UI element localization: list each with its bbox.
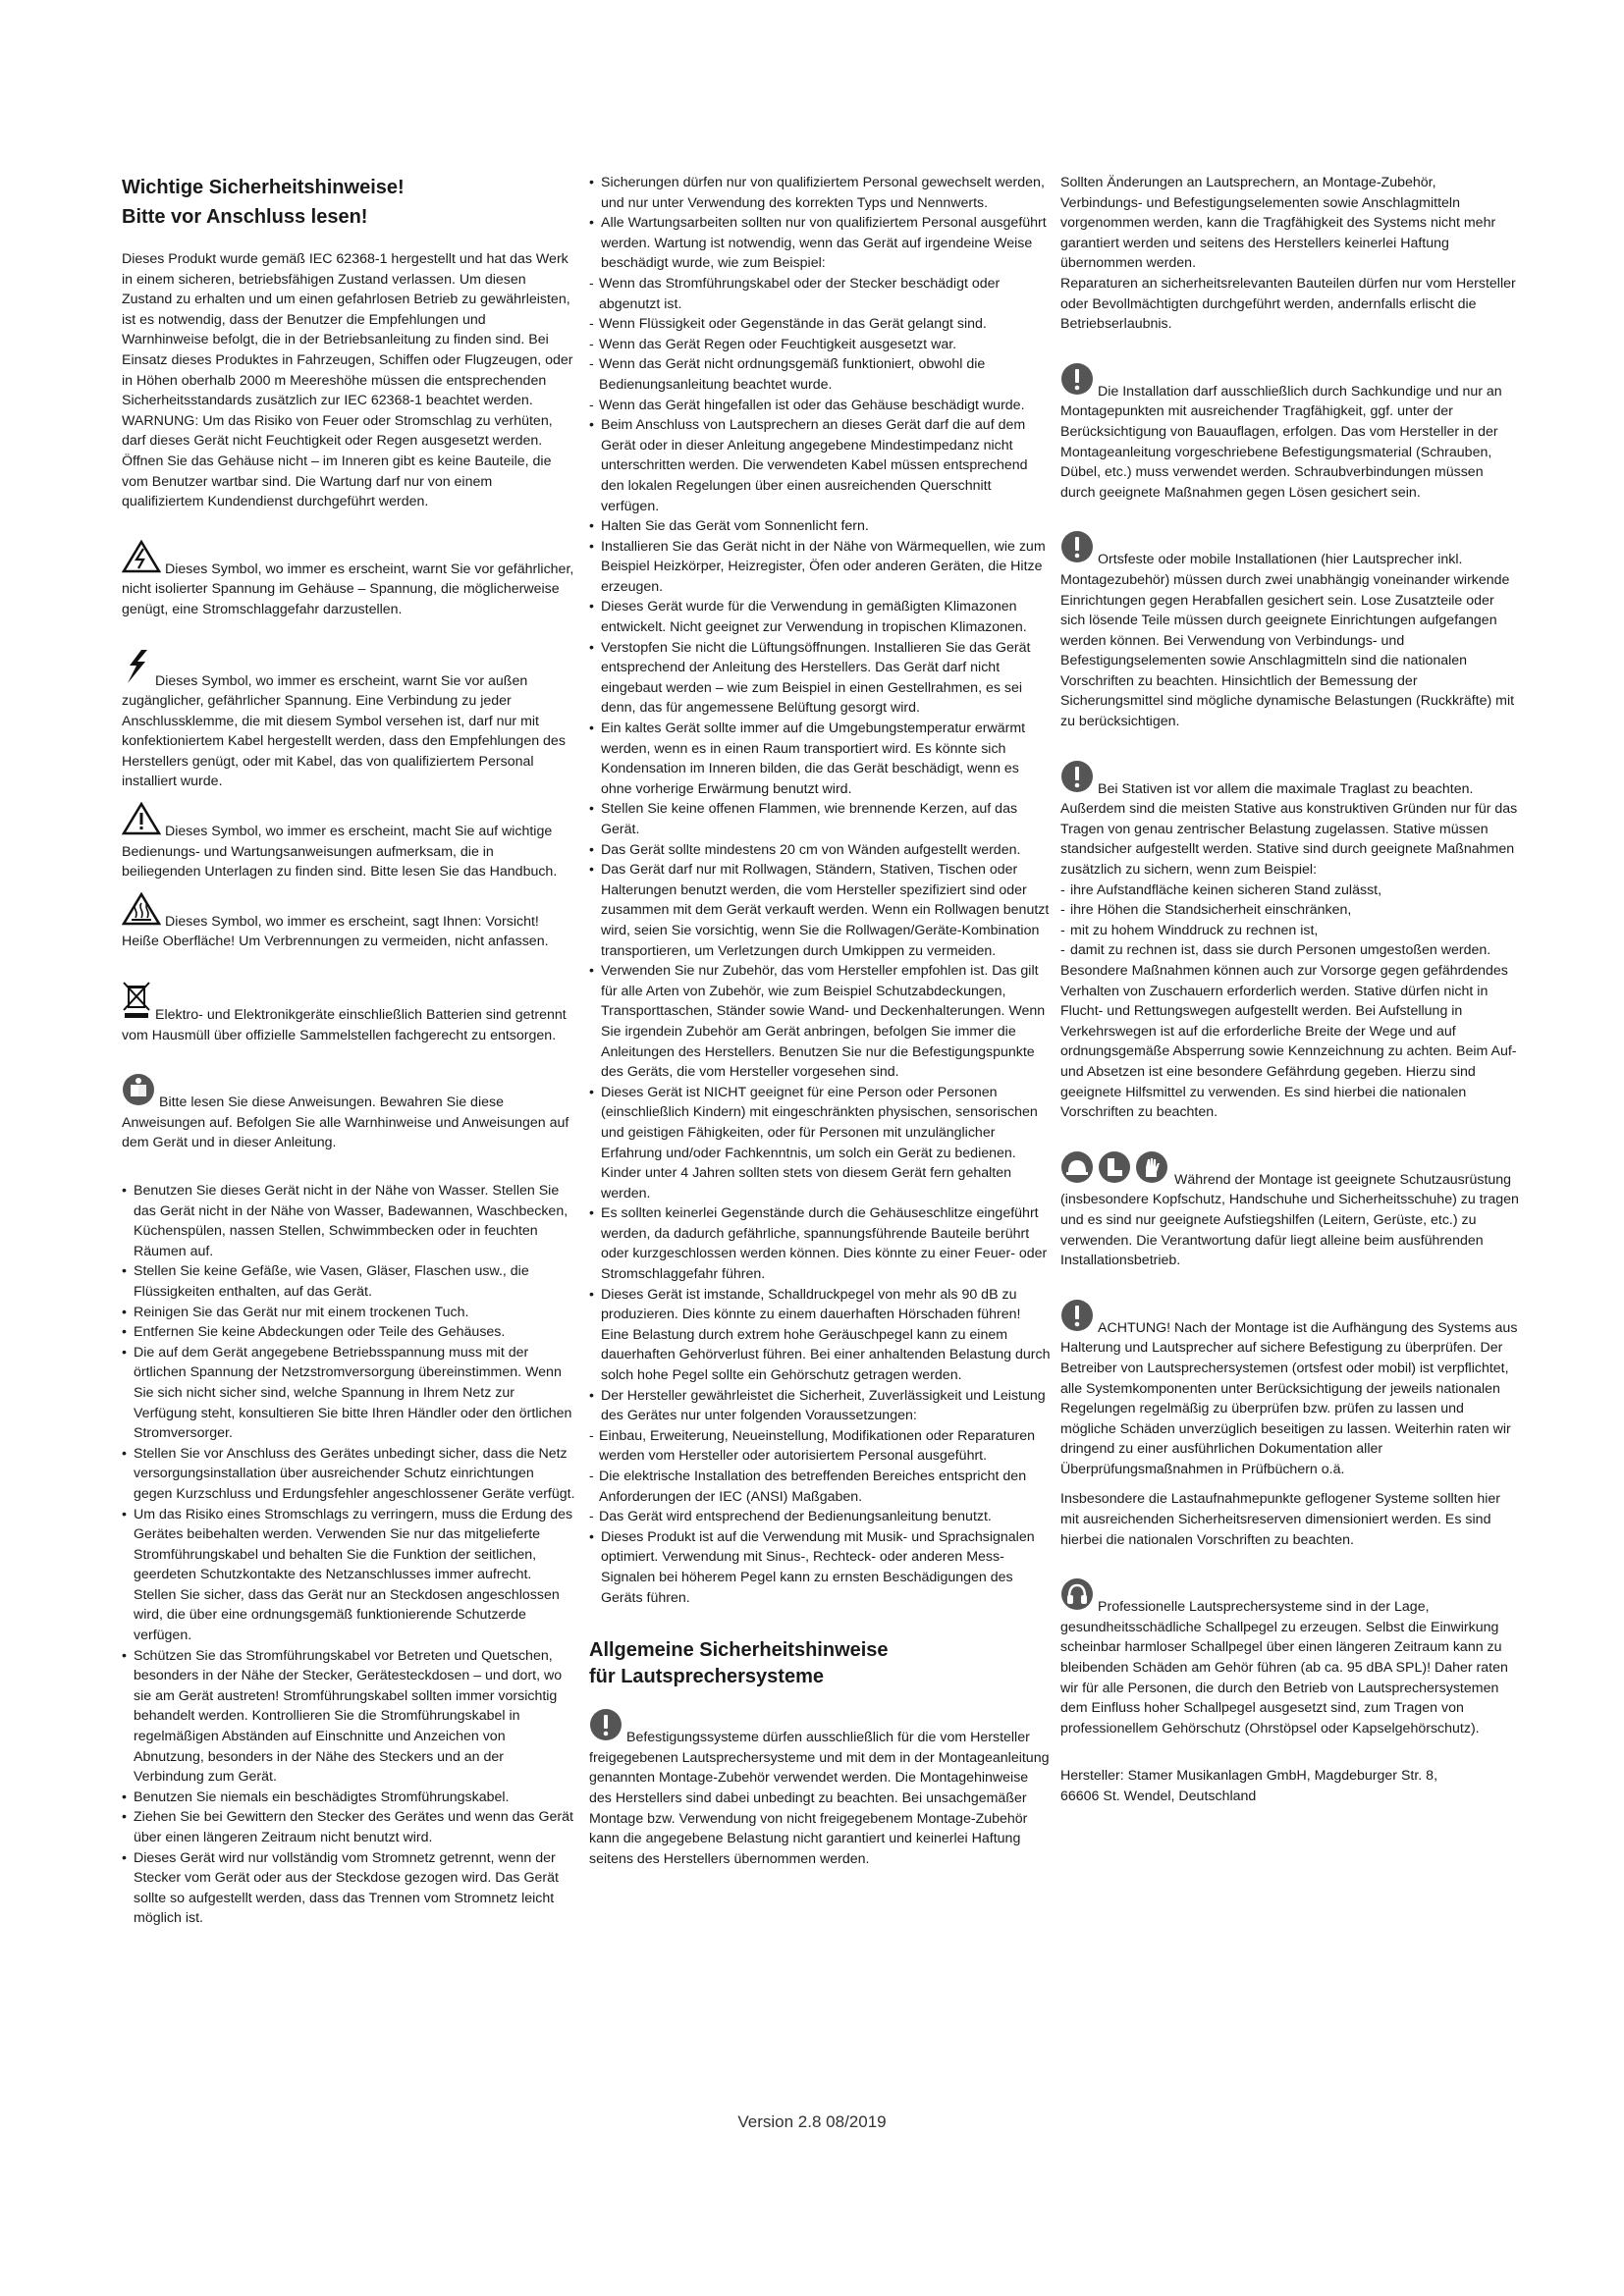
- list-item: • Um das Risiko eines Stromschlags zu verringern, muss die Erdung des Gerätes beibehalten werden. Verwenden Sie nur das mitgelieferte Stromführungskabel und behalten Sie die Funktion der seitlichen, geerdeten Schutzkontakte des Netzanschlusses immer aufrecht. Stellen Sie sicher, dass das Gerät nur an Steckdosen angeschlossen wird, die über eine ordnungsgemäß funktionierende Schutzerde verfügen.: [122, 1505, 575, 1646]
- list-item: • Dieses Gerät ist NICHT geeignet für eine Person oder Personen (einschließlich Kindern) mit eingeschränkten physischen, sensorischen und geistigen Fähigkeiten, oder für Personen mit unzulänglicher Erfahrung und/oder Fachkenntnis, um solch ein Gerät zu bedienen. Kinder unter 4 Jahren sollten stets von diesem Gerät fern gehalten werden.: [589, 1083, 1051, 1204]
- load-points-paragraph: Insbesondere die Lastaufnahmepunkte geflogener Systeme sollten hier mit ausreichenden Sicherheitsreserven dimensioniert werden. Es sind hierbei die nationalen Vorschriften zu beachten.: [1060, 1491, 1500, 1548]
- symbol-bolt-paragraph: Dieses Symbol, wo immer es erscheint, warnt Sie vor außen zugänglicher, gefährlicher Spannung. Eine Verbindung zu jeder Anschlussklemme, die mit diesem Symbol versehen ist, darf nur mit konfektioniertem Kabel hergestellt werden, dass den Empfehlungen des Herstellers genügt, oder mit Kabel, das von qualifiziertem Personal installiert wurde.: [122, 648, 575, 793]
- list-item: • Verstopfen Sie nicht die Lüftungsöffnungen. Installieren Sie das Gerät entsprechend der Anleitung des Herstellers. Das Gerät darf nicht eingebaut werden – wie zum Beispiel in einen Gestellrahmen, es sei denn, das für angemessene Belüftung gesorgt wird.: [589, 638, 1051, 719]
- manufacturer-address: Hersteller: Stamer Musikanlagen GmbH, Magdeburger Str. 8, 66606 St. Wendel, Deutschland: [1060, 1768, 1438, 1804]
- page-title: Wichtige Sicherheitshinweise! Bitte vor Anschluss lesen!: [122, 177, 405, 228]
- list-item: • Dieses Produkt ist auf die Verwendung mit Musik- und Sprachsignalen optimiert. Verwendung mit Sinus-, Rechteck- oder anderen Mess-Signalen bei höherem Pegel kann zu ernsten Beschädigungen des Geräts führen.: [589, 1527, 1051, 1608]
- service-bullet-list: [589, 173, 1051, 1608]
- list-item: • Der Hersteller gewährleistet die Sicherheit, Zuverlässigkeit und Leistung des Gerätes nur unter folgenden Voraussetzungen:: [589, 1386, 1051, 1426]
- exclamation-warning-icon: [122, 802, 161, 842]
- list-item: • Beim Anschluss von Lautsprechern an dieses Gerät darf die auf dem Gerät oder in dieser Anleitung angegebene Mindestimpedanz nicht unterschritten werden. Die verwendeten Kabel müssen entsprechend den lokalen Regelungen über einen ausreichenden Querschnitt verfügen.: [589, 415, 1051, 516]
- exclamation-circle-icon: [1060, 760, 1094, 800]
- list-item: • Ein kaltes Gerät sollte immer auf die Umgebungstemperatur erwärmt werden, wenn es in einen Raum transportiert wird. Es könnte sich Kondensation im Inneren bilden, die das Gerät beschädigt, wenn es ohne vorherige Erwärmung benutzt wird.: [589, 719, 1051, 799]
- symbol-weee-paragraph: Elektro- und Elektronikgeräte einschließlich Batterien sind getrennt vom Hausmüll über offizielle Sammelstellen fachgerecht zu entsorgen.: [122, 980, 575, 1045]
- list-item: • Stellen Sie keine Gefäße, wie Vasen, Gläser, Flaschen usw., die Flüssigkeiten enthalten, auf das Gerät.: [122, 1261, 575, 1302]
- list-item: - ihre Aufstandfläche keinen sicheren Stand zulässt,: [1060, 881, 1522, 901]
- high-voltage-warning-icon: [122, 540, 161, 580]
- helmet-icon: [1060, 1150, 1094, 1191]
- symbol-voltage-paragraph: Dieses Symbol, wo immer es erscheint, warnt Sie vor gefährlicher, nicht isolierter Spannung im Gehäuse – Spannung, die möglicherweise genügt, eine Stromschlaggefahr darzustellen.: [122, 540, 575, 620]
- stands-measures-paragraph: Besondere Maßnahmen können auch zur Vorsorge gegen gefährdendes Verhalten von Zuschauern erforderlich werden. Stative dürfen nicht in Flucht- und Rettungswegen aufgestellt werden. Bei Aufstellung in Verkehrswegen ist auf die erforderliche Breite der Wege und auf ordnungsgemäße Absperrung sowie Kennzeichnung zu achten. Beim Auf- und Absetzen ist eine besondere Gefährdung gegeben. Hierzu sind geeignete Hilfsmittel zu verwenden. Es sind hierbei die nationalen Vorschriften zu beachten.: [1060, 963, 1517, 1121]
- list-item: • Entfernen Sie keine Abdeckungen oder Teile des Gehäuses.: [122, 1322, 575, 1343]
- mounting-paragraph: Befestigungssysteme dürfen ausschließlich für die vom Hersteller freigegebenen Lautsprechersysteme und mit dem in der Montageanleitung genannten Montage-Zubehör verwendet werden. Die Montagehinweise des Herstellers sind dabei unbedingt zu beachten. Bei unsachgemäßer Montage bzw. Verwendung von nicht freigegebenem Montage-Zubehör kann die angegebene Belastung nicht garantiert und keinerlei Haftung seitens des Herstellers übernommen werden.: [589, 1708, 1051, 1869]
- stands-paragraph: Bei Stativen ist vor allem die maximale Traglast zu beachten. Außerdem sind die meisten Stative aus konstruktiven Gründen nur für das Tragen von genau zentrischer Belastung zugelassen. Stative müssen standsicher aufgestellt werden. Stative sind durch geeignete Maßnahmen zusätzlich zu sichern, wenn zum Beispiel:: [1060, 760, 1522, 881]
- list-item: • Dieses Gerät wurde für die Verwendung in gemäßigten Klimazonen entwickelt. Nicht geeignet zur Verwendung in tropischen Klimazonen.: [589, 597, 1051, 637]
- column-left: [122, 173, 575, 1929]
- stands-conditions-list: [1060, 881, 1522, 961]
- list-item: - damit zu rechnen ist, dass sie durch Personen umgestoßen werden.: [1060, 940, 1522, 961]
- exclamation-circle-icon: [1060, 362, 1094, 402]
- hot-surface-icon: [122, 892, 161, 933]
- read-manual-icon: [122, 1073, 155, 1113]
- protective-equipment-paragraph: Während der Montage ist geeignete Schutzausrüstung (insbesondere Kopfschutz, Handschuhe und Sicherheitsschuhe) zu tragen und es sind nur geeignete Aufstiegshilfen (Leitern, Gerüste, etc.) zu verwenden. Die Verantwortung dafür liegt alleine beim ausführenden Installationsbetrieb.: [1060, 1150, 1522, 1271]
- list-item: • Dieses Gerät ist imstande, Schalldruckpegel von mehr als 90 dB zu produzieren. Dies könnte zu einem dauerhaften Hörschaden führen! Eine Belastung durch extrem hohe Geräuschpegel kann zu einem dauerhaften Gehörverlust führen. Bei einer anhaltenden Belastung durch solch hohe Pegel sollte ein Gehörschutz getragen werden.: [589, 1285, 1051, 1386]
- section-heading-speakers: Allgemeine Sicherheitshinweise für Lautsprechersysteme: [589, 1639, 889, 1688]
- symbol-read-manual-paragraph: Bitte lesen Sie diese Anweisungen. Bewahren Sie diese Anweisungen auf. Befolgen Sie alle Warnhinweise und Anweisungen auf dem Gerät und in dieser Anleitung.: [122, 1073, 575, 1153]
- installation-paragraph: Die Installation darf ausschließlich durch Sachkundige und nur an Montagepunkten mit ausreichender Tragfähigkeit, ggf. unter der Berücksichtigung von Bauauflagen, erfolgen. Das vom Hersteller in der Montageanleitung vorgeschriebene Befestigungsmaterial (Schrauben, Dübel, etc.) muss verwendet werden. Schraubverbindungen müssen durch geeignete Maßnahmen gegen Lösen gesichert sein.: [1060, 362, 1522, 504]
- list-item: • Benutzen Sie dieses Gerät nicht in der Nähe von Wasser. Stellen Sie das Gerät nicht in der Nähe von Wasser, Badewannen, Waschbecken, Küchenspülen, nassen Stellen, Schwimmbecken oder in feuchten Räumen auf.: [122, 1181, 575, 1261]
- symbol-attention-paragraph: Dieses Symbol, wo immer es erscheint, macht Sie auf wichtige Bedienungs- und Wartungsanweisungen aufmerksam, die in beiliegenden Unterlagen zu finden sind. Bitte lesen Sie das Handbuch.: [122, 802, 575, 882]
- list-item: • Das Gerät darf nur mit Rollwagen, Ständern, Stativen, Tischen oder Halterungen benutzt werden, die vom Hersteller spezifiziert sind oder zusammen mit dem Gerät verkauft werden. Wenn ein Rollwagen benutzt wird, seien Sie vorsichtig, wenn Sie die Rollwagen/Geräte-Kombination transportieren, um Verletzungen durch Umkippen zu vermeiden.: [589, 860, 1051, 961]
- symbol-hot-surface-paragraph: Dieses Symbol, wo immer es erscheint, sagt Ihnen: Vorsicht! Heiße Oberfläche! Um Verbrennungen zu vermeiden, nicht anfassen.: [122, 892, 575, 952]
- list-item: - Wenn das Gerät hingefallen ist oder das Gehäuse beschädigt wurde.: [589, 396, 1051, 416]
- list-item: • Ziehen Sie bei Gewittern den Stecker des Gerätes und wenn das Gerät über einen längeren Zeitraum nicht benutzt wird.: [122, 1807, 575, 1847]
- list-item: • Dieses Gerät wird nur vollständig vom Stromnetz getrennt, wenn der Stecker vom Gerät oder aus der Steckdose gezogen wird. Das Gerät sollte so aufgestellt werden, dass das Trennen vom Stromnetz leicht möglich ist.: [122, 1848, 575, 1929]
- list-item: - Wenn Flüssigkeit oder Gegenstände in das Gerät gelangt sind.: [589, 314, 1051, 335]
- ear-protection-icon: [1060, 1577, 1094, 1618]
- repairs-paragraph: Reparaturen an sicherheitsrelevanten Bauteilen dürfen nur vom Hersteller oder Bevollmächtigten durchgeführt werden, andernfalls erlischt die Betriebserlaubnis.: [1060, 275, 1516, 333]
- crossed-bin-icon: [122, 980, 151, 1026]
- list-item: • Die auf dem Gerät angegebene Betriebsspannung muss mit der örtlichen Spannung der Netzstromversorgung übereinstimmen. Wenn Sie sich nicht sicher sind, welche Spannung in Ihrem Netz zur Verfügung steht, konsultieren Sie bitte Ihren Händler oder den örtlichen Stromversorger.: [122, 1343, 575, 1444]
- safety-bullet-list: [122, 1181, 575, 1929]
- list-item: - Wenn das Stromführungskabel oder der Stecker beschädigt oder abgenutzt ist.: [589, 274, 1051, 314]
- column-right: [1060, 173, 1522, 1807]
- exclamation-circle-icon: [589, 1708, 623, 1748]
- secondary-safety-paragraph: Ortsfeste oder mobile Installationen (hier Lautsprecher inkl. Montagezubehör) müssen durch zwei unabhängig voneinander wirkende Einrichtungen gegen Herabfallen gesichert sein. Lose Zusatzteile oder sich lösende Teile müssen durch geeignete Einrichtungen aufgefangen werden können. Bei Verwendung von Verbindungs- und Befestigungselementen sowie Anschlagmitteln sind die nationalen Vorschriften zu beachten. Hinsichtlich der Bemessung der Sicherungsmittel sind mögliche dynamische Belastungen (Ruckkräfte) mit zu berücksichtigen.: [1060, 530, 1522, 731]
- list-item: - Das Gerät wird entsprechend der Bedienungsanleitung benutzt.: [589, 1507, 1051, 1527]
- list-item: • Stellen Sie keine offenen Flammen, wie brennende Kerzen, auf das Gerät.: [589, 799, 1051, 839]
- version-footer: Version 2.8 08/2019: [737, 2112, 887, 2131]
- inspection-paragraph: ACHTUNG! Nach der Montage ist die Aufhängung des Systems aus Halterung und Lautsprecher auf sichere Befestigung zu überprüfen. Der Betreiber von Lautsprechersystemen (ortsfest oder mobil) ist verpflichtet, alle Systemkomponenten unter Berücksichtigung der jeweils nationalen Regelungen regelmäßig zu überprüfen bzw. prüfen zu lassen und mögliche Schäden unverzüglich beseitigen zu lassen. Weiterhin raten wir dringend zu einer ausführlichen Dokumentation aller Überprüfungsmaßnahmen in Prüfbüchern o.ä.: [1060, 1299, 1522, 1480]
- list-item: • Halten Sie das Gerät vom Sonnenlicht fern.: [589, 516, 1051, 537]
- changes-paragraph: Sollten Änderungen an Lautsprechern, an Montage-Zubehör, Verbindungs- und Befestigungselementen sowie Anschlagmitteln vorgenommen werden, kann die Tragfähigkeit des Systems nicht mehr garantiert werden und seitens des Herstellers keinerlei Haftung übernommen werden.: [1060, 175, 1496, 272]
- exclamation-circle-icon: [1060, 1299, 1094, 1339]
- gloves-icon: [1135, 1150, 1168, 1191]
- list-item: • Verwenden Sie nur Zubehör, das vom Hersteller empfohlen ist. Das gilt für alle Arten von Zubehör, wie zum Beispiel Schutzabdeckungen, Transporttaschen, Ständer sowie Wand- und Deckenhalterungen. Wenn Sie irgendein Zubehör am Gerät anbringen, befolgen Sie immer die Anleitungen des Herstellers. Benutzen Sie nur die Befestigungspunkte des Geräts, die vom Hersteller vorgesehen sind.: [589, 961, 1051, 1083]
- list-item: • Alle Wartungsarbeiten sollten nur von qualifiziertem Personal ausgeführt werden. Wartung ist notwendig, wenn das Gerät auf irgendeine Weise beschädigt wurde, wie zum Beispiel:: [589, 213, 1051, 274]
- list-item: - mit zu hohem Winddruck zu rechnen ist,: [1060, 921, 1522, 941]
- list-item: • Installieren Sie das Gerät nicht in der Nähe von Wärmequellen, wie zum Beispiel Heizkörper, Heizregister, Öfen oder anderen Geräten, die Hitze erzeugen.: [589, 537, 1051, 598]
- list-item: • Stellen Sie vor Anschluss des Gerätes unbedingt sicher, dass die Netz versorgungsinstallation über ausreichender Schutz einrichtungen gegen Kurzschluss und Erdungsfehler angeschlossener Geräte verfügt.: [122, 1444, 575, 1505]
- intro-paragraph: Dieses Produkt wurde gemäß IEC 62368-1 hergestellt und hat das Werk in einem sicheren, betriebsfähigen Zustand verlassen. Um diesen Zustand zu erhalten und um einen gefahrlosen Betrieb zu gewährleisten, ist es notwendig, dass der Benutzer die Empfehlungen und Warnhinweise befolgt, die in der Betriebsanleitung zu finden sind. Bei Einsatz dieses Produktes in Fahrzeugen, Schiffen oder Flugzeugen, oder in Höhen oberhalb 2000 m Meereshöhe müssen die entsprechenden Sicherheitsstandards zusätzlich zur IEC 62368-1 beachtet werden. WARNUNG: Um das Risiko von Feuer oder Stromschlag zu verhüten, darf dieses Gerät nicht Feuchtigkeit oder Regen ausgesetzt werden. Öffnen Sie das Gehäuse nicht – im Inneren gibt es keine Bauteile, die vom Benutzer wartbar sind. Die Wartung darf nur von einem qualifiziertem Kundendienst durchgeführt werden.: [122, 251, 573, 510]
- hearing-protection-paragraph: Professionelle Lautsprechersysteme sind in der Lage, gesundheitsschädliche Schallpegel zu erzeugen. Selbst die Einwirkung scheinbar harmloser Schallpegel über einen längeren Zeitraum kann zu bleibenden Schäden am Gehör führen (ab ca. 95 dBA SPL)! Daher raten wir für alle Personen, die durch den Betrieb von Lautsprechersystemen dem Einfluss hoher Schallpegel ausgesetzt sind, zum Tragen von professionellem Gehörschutz (Ohrstöpsel oder Kapselgehörschutz).: [1060, 1577, 1522, 1738]
- list-item: - ihre Höhen die Standsicherheit einschränken,: [1060, 900, 1522, 921]
- list-item: - Wenn das Gerät nicht ordnungsgemäß funktioniert, obwohl die Bedienungsanleitung beachtet wurde.: [589, 354, 1051, 395]
- list-item: - Die elektrische Installation des betreffenden Bereiches entspricht den Anforderungen der IEC (ANSI) Maßgaben.: [589, 1467, 1051, 1507]
- list-item: • Schützen Sie das Stromführungskabel vor Betreten und Quetschen, besonders in der Nähe der Stecker, Gerätesteckdosen – und dort, wo sie am Gerät austreten! Stromführungskabel sollten immer vorsichtig behandelt werden. Kontrollieren Sie die Stromführungskabel in regelmäßigen Abständen auf Einschnitte und Anzeichen von Abnutzung, besonders in der Nähe des Steckers und an der Verbindung zum Gerät.: [122, 1646, 575, 1788]
- column-middle: [589, 173, 1051, 1869]
- list-item: - Einbau, Erweiterung, Neueinstellung, Modifikationen oder Reparaturen werden vom Hersteller oder autorisiertem Personal ausgeführt.: [589, 1426, 1051, 1467]
- exclamation-circle-icon: [1060, 530, 1094, 570]
- safety-boot-icon: [1098, 1150, 1131, 1191]
- list-item: - Wenn das Gerät Regen oder Feuchtigkeit ausgesetzt war.: [589, 335, 1051, 355]
- list-item: • Reinigen Sie das Gerät nur mit einem trockenen Tuch.: [122, 1303, 575, 1323]
- list-item: • Es sollten keinerlei Gegenstände durch die Gehäuseschlitze eingeführt werden, da dadurch gefährliche, spannungsführende Bauteile berührt oder kurzgeschlossen werden können. Dies könnte zu einer Feuer- oder Stromschlaggefahr führen.: [589, 1203, 1051, 1284]
- lightning-bolt-icon: [122, 648, 151, 692]
- list-item: • Das Gerät sollte mindestens 20 cm von Wänden aufgestellt werden.: [589, 840, 1051, 861]
- list-item: • Sicherungen dürfen nur von qualifiziertem Personal gewechselt werden, und nur unter Verwendung des korrekten Typs und Nennwerts.: [589, 173, 1051, 213]
- list-item: • Benutzen Sie niemals ein beschädigtes Stromführungskabel.: [122, 1788, 575, 1808]
